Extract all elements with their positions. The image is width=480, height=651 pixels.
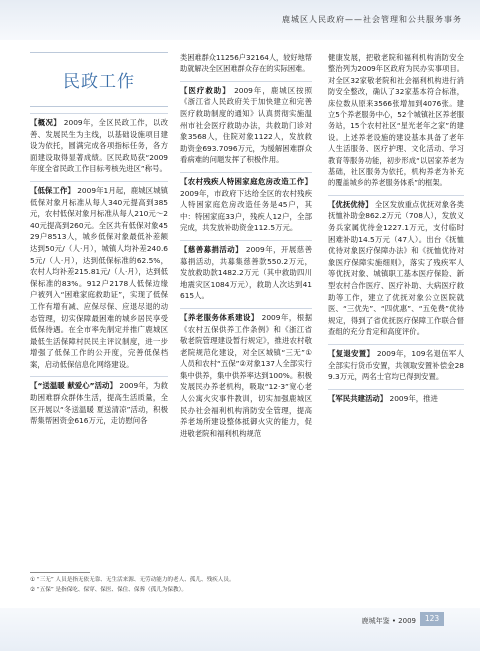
entry-body: 2009年，根据《农村五保供养工作条例》和《浙江省敬老院管理建设暂行规定》，推进农村敬老院规范化建设，对全区城镇“三无”①人员和农村“五保”②对象137人全部实行集中供养，集中供养率达到100%。积极发展民办养老机构，吸取“12·3”宽心老人公寓火灾事件教训，切实加强鹿城区民办社会福利机构消防安全管理，提高养老场所建设整体抵御火灾的能力，促进敬老院和福利机构规范: [180, 312, 312, 438]
entry-paragraph: [328, 389, 464, 405]
entry-body: 2009年，109名退伍军人全部实行货币安置，共领取安置补偿金289.3万元，两名士官均已得到安置。: [328, 349, 464, 382]
entry-paragraph: [30, 113, 168, 175]
entry-paragraph: [30, 181, 168, 371]
footnote-1: ① “三无” 人员是指无依无靠、无生活来源、无劳动能力的老人、孤儿、残疾人员。: [30, 577, 235, 583]
entry-heading: 概况: [37, 118, 54, 127]
entry-paragraph: [180, 172, 312, 234]
entry-close-bracket: 】: [67, 185, 75, 195]
column-3-body: [328, 52, 464, 404]
entry-open-bracket: 【: [328, 393, 336, 403]
entry-open-bracket: 【: [180, 85, 189, 95]
entry-open-bracket: 【: [180, 244, 188, 254]
entry-close-bracket: 】: [379, 393, 388, 403]
entry-body: 2009年，开展慈善募捐活动，共募集慈善款550.2万元，发放救助款1482.2万元（其中救助四川地震灾区1084万元），救助人次达到41615人。: [180, 244, 312, 301]
column-1: [30, 52, 168, 429]
yearbook-label: 鹿城年鉴 • 2009: [361, 617, 416, 625]
entry-close-bracket: 】: [109, 381, 117, 391]
footnote-rule: [30, 572, 90, 573]
entry-close-bracket: 】: [304, 176, 312, 186]
entry-close-bracket: 】: [53, 118, 62, 127]
entry-body: 2009年，鹿城区按照《浙江省人民政府关于加快建立和完善医疗救助制度的通知》认真贯彻实施温州市社会医疗救助办法，共救助门诊对象3568人，住院对象1122人，发放救助资金693.7096万元，为缓解困难群众看病难的问题发挥了积极作用。: [180, 85, 312, 165]
footer-band: [0, 608, 480, 651]
entry-open-bracket: 【: [30, 118, 38, 127]
entry-paragraph: [180, 81, 312, 166]
entry-heading: “送温暖 献爱心”活动: [37, 381, 110, 391]
entry-body: 2009年，市政府下达给全区的农村残疾人特困家庭危房改造任务是45户，其中：特困家庭33户，残疾人12户，全部完成，共发放补助资金112.5万元。: [180, 188, 312, 233]
page-number: 123: [420, 612, 444, 626]
title-rule-bottom: [30, 106, 168, 107]
entry-open-bracket: 【: [328, 199, 336, 209]
entry-heading: 低保工作: [37, 185, 68, 195]
entry-heading: 优抚优待: [335, 199, 366, 209]
entry-heading: 军民共建活动: [335, 393, 380, 403]
entry-paragraph: [30, 376, 168, 426]
entry-close-bracket: 】: [235, 244, 244, 254]
entry-close-bracket: 】: [250, 312, 259, 322]
entry-paragraph: [180, 240, 312, 302]
entry-open-bracket: 【: [180, 312, 188, 322]
column-1-body: [30, 113, 168, 427]
entry-body: 全区发放重点优抚对象各类抚恤补助金862.2万元（708人），发放义务兵家属优待金1227.1万元，支付临时困难补助14.5万元（47人）。出台《抚恤优待对象医疗保障办法》和《抚恤优待对象医疗保障实施细则》，落实了残疾军人等优抚对象、城镇职工基本医疗保险、新型农村合作医疗、医疗补助、大病医疗救助等工作，建立了优抚对象公立医院就医、“三优先”、“四优惠”、“五免费”优待规定，得到了省优抚医疗保障工作联合督查组的充分肯定和高度评价。: [328, 199, 464, 337]
continuation-paragraph: 健康发展，把敬老院和福利机构消防安全整治列为2009年区政府为民办实事项目。对全区32家敬老院和社会福利机构进行消防安全整改，确认了32家基本符合标准，床位数从原来3566张增加到4076张。建立5个养老服务中心，52个城镇社区养老服务站，15个农村社区“星光老年之家”的建设。上述养老设施的建设基本具备了老年人生活服务、医疗护理、文化活动、学习教育等服务功能，初步形成“以居家养老为基础，社区服务为依托，机构养老为补充的覆盖城乡的养老服务体系”的框架。: [328, 53, 464, 188]
entry-close-bracket: 】: [366, 349, 375, 358]
entry-open-bracket: 【: [30, 381, 38, 391]
entry-heading: 慈善募捐活动: [187, 244, 236, 254]
entry-paragraph: [328, 344, 464, 383]
entry-close-bracket: 】: [222, 85, 231, 95]
entry-body: 2009年，为救助困难群众群体生活，提高生活质量，全区开展以“冬送温暖 夏送清凉”活动，积极帮集帮困资金616万元，走访慰问各: [30, 381, 168, 426]
entry-heading: 医疗救助: [188, 85, 223, 95]
continuation-paragraph: 类困难群众11256户32164人，较好地帮助就解决全区困难群众存在的实际困难。: [180, 53, 312, 74]
entry-close-bracket: 】: [365, 199, 373, 209]
entry-heading: 养老服务体系建设: [187, 312, 251, 322]
column-2-body: [180, 52, 312, 439]
column-3: [328, 52, 464, 406]
entry-paragraph: [180, 308, 312, 440]
entry-body: 2009年，全区民政工作，以改善、发展民生为主线，以基础设施项目建设为依托，圆满完成各项指标任务，各方面建设取得显著成绩。区民政局获“2009年度全省民政工作目标考核先进区”称号。: [30, 118, 168, 174]
section-title: 民政工作: [63, 72, 135, 92]
column-2: [180, 52, 312, 441]
entry-open-bracket: 【: [30, 185, 38, 195]
entry-body: 2009年1月起，鹿城区城镇低保对象月标准从每人340元提高到385元，农村低保对象月标准从每人210元～240元提高到260元。全区共有低保对象4529户8513人，城乡低保对象最低补差额达到50元/（人·月），城镇人均补差240.65元/（人·月），达到低保标准的62.5%，农村人均补差215.81元/（人·月），达到低保标准的83%。912户2178人低保边缘户被列入“困难家庭救助证”，实现了低保工作有增有减、应保尽保、应退尽退的动态管理，切实保障最困难的城乡居民享受低保待遇。在全市率先制定并推广鹿城区最低生活保障村民民主评议制度，进一步增强了低保工作的公开度，完善低保档案，启动低保信息化网络建设。: [30, 185, 168, 369]
footnote-2: ② “五保” 是指保吃、保穿、保医、保住、保葬（孤儿为保教）。: [30, 587, 188, 593]
entry-body: 2009年，推进: [389, 393, 438, 403]
entry-paragraph: [328, 195, 464, 338]
entry-open-bracket: 【: [328, 349, 336, 358]
entry-heading: 农村残疾人特困家庭危房改造工作: [187, 176, 305, 186]
title-rule-top: [30, 52, 168, 53]
running-header: 鹿城区人民政府——社会管理和公共服务事务: [282, 15, 462, 24]
entry-heading: 复退安置: [335, 349, 367, 358]
entry-open-bracket: 【: [180, 176, 188, 186]
